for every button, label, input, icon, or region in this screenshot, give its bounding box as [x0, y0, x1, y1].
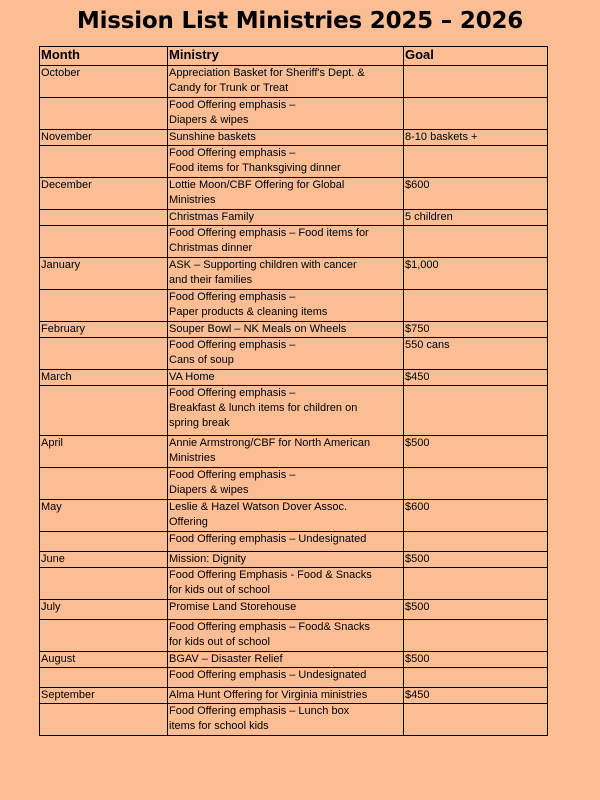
ministry-line: Lottie Moon/CBF Offering for Global [169, 179, 345, 191]
ministry-line: Food Offering emphasis – [169, 387, 296, 399]
goal-cell: $500 [404, 436, 548, 468]
ministry-cell [168, 436, 404, 468]
goal-cell: $750 [404, 322, 548, 338]
month-cell: October [40, 66, 168, 98]
ministry-line: Souper Bowl – NK Meals on Wheels [169, 323, 347, 335]
ministry-line: Diapers & wipes [169, 484, 249, 496]
ministry-line: Appreciation Basket for Sheriff's Dept. & [169, 67, 365, 79]
month-cell [40, 620, 168, 652]
table-row [40, 290, 548, 322]
month-cell [40, 386, 168, 436]
month-cell: May [40, 500, 168, 532]
table-row [40, 386, 548, 436]
ministry-cell [168, 210, 404, 226]
month-cell: January [40, 258, 168, 290]
ministry-line: Diapers & wipes [169, 114, 249, 126]
table-header-row [40, 47, 548, 66]
ministry-cell [168, 258, 404, 290]
table-row [40, 130, 548, 146]
goal-cell [404, 468, 548, 500]
month-cell [40, 98, 168, 130]
ministry-line: Christmas Family [169, 211, 254, 223]
goal-cell [404, 146, 548, 178]
month-cell: September [40, 688, 168, 704]
table-row [40, 338, 548, 370]
table-row [40, 146, 548, 178]
goal-cell: 8-10 baskets + [404, 130, 548, 146]
ministry-line: ASK – Supporting children with cancer [169, 259, 357, 271]
table-row [40, 652, 548, 668]
table-row [40, 688, 548, 704]
goal-cell: $500 [404, 552, 548, 568]
ministry-cell [168, 704, 404, 736]
ministry-line: Food Offering emphasis – [169, 469, 296, 481]
table-row [40, 468, 548, 500]
goal-cell [404, 98, 548, 130]
table-row [40, 552, 548, 568]
month-cell [40, 468, 168, 500]
ministry-line: Food Offering emphasis – Food items for [169, 227, 369, 239]
ministry-line: Cans of soup [169, 354, 234, 366]
ministry-line: Annie Armstrong/CBF for North American [169, 437, 371, 449]
ministry-line: Sunshine baskets [169, 131, 256, 143]
month-cell: November [40, 130, 168, 146]
goal-cell: $450 [404, 370, 548, 386]
goal-cell [404, 290, 548, 322]
ministry-cell [168, 468, 404, 500]
ministry-cell [168, 322, 404, 338]
goal-cell [404, 704, 548, 736]
month-cell [40, 568, 168, 600]
ministry-cell [168, 500, 404, 532]
ministry-line: and their families [169, 274, 253, 286]
month-cell [40, 210, 168, 226]
ministry-line: Food Offering emphasis – Undesignated [169, 533, 367, 545]
ministry-line: for kids out of school [169, 636, 270, 648]
ministry-line: Food Offering emphasis – [169, 339, 296, 351]
goal-cell: $600 [404, 178, 548, 210]
goal-cell [404, 532, 548, 552]
ministry-cell [168, 552, 404, 568]
goal-cell [404, 668, 548, 688]
month-cell: February [40, 322, 168, 338]
month-cell: June [40, 552, 168, 568]
month-cell [40, 668, 168, 688]
ministry-line: VA Home [169, 371, 215, 383]
goal-cell [404, 568, 548, 600]
ministry-line: for kids out of school [169, 584, 270, 596]
table-row [40, 568, 548, 600]
ministry-line: Food Offering Emphasis - Food & Snacks [169, 569, 372, 581]
table-row [40, 66, 548, 98]
ministry-line: Offering [169, 516, 208, 528]
ministry-line: items for school kids [169, 720, 269, 732]
ministry-line: Food Offering emphasis – [169, 291, 296, 303]
header-ministry: Ministry [168, 47, 404, 66]
ministry-cell [168, 130, 404, 146]
table-row [40, 258, 548, 290]
month-cell [40, 146, 168, 178]
month-cell [40, 704, 168, 736]
month-cell: December [40, 178, 168, 210]
table-row [40, 210, 548, 226]
ministry-line: Mission: Dignity [169, 553, 247, 565]
goal-cell: $450 [404, 688, 548, 704]
ministry-line: Promise Land Storehouse [169, 601, 297, 613]
ministry-cell [168, 652, 404, 668]
goal-cell: $600 [404, 500, 548, 532]
ministry-cell [168, 370, 404, 386]
ministry-cell [168, 66, 404, 98]
ministry-line: Paper products & cleaning items [169, 306, 328, 318]
table-row [40, 668, 548, 688]
ministry-cell [168, 338, 404, 370]
goal-cell [404, 620, 548, 652]
table-row [40, 704, 548, 736]
ministry-cell [168, 290, 404, 322]
table-row [40, 322, 548, 338]
ministry-cell [168, 226, 404, 258]
month-cell: July [40, 600, 168, 620]
ministry-line: spring break [169, 417, 230, 429]
table-row [40, 226, 548, 258]
ministry-line: Alma Hunt Offering for Virginia ministries [169, 689, 368, 701]
ministry-line: Food Offering emphasis – Food& Snacks [169, 621, 370, 633]
ministry-line: Ministries [169, 194, 216, 206]
mission-table [39, 46, 548, 736]
month-cell [40, 338, 168, 370]
table-row [40, 620, 548, 652]
goal-cell: $500 [404, 652, 548, 668]
table-row [40, 500, 548, 532]
table-row [40, 370, 548, 386]
month-cell: March [40, 370, 168, 386]
table-row [40, 98, 548, 130]
table-row [40, 178, 548, 210]
ministry-line: Food Offering emphasis – [169, 147, 296, 159]
ministry-cell [168, 146, 404, 178]
ministry-line: Ministries [169, 452, 216, 464]
month-cell [40, 226, 168, 258]
goal-cell: 5 children [404, 210, 548, 226]
month-cell [40, 290, 168, 322]
goal-cell: $1,000 [404, 258, 548, 290]
header-goal: Goal [404, 47, 548, 66]
ministry-line: Leslie & Hazel Watson Dover Assoc. [169, 501, 348, 513]
ministry-line: BGAV – Disaster Relief [169, 653, 283, 665]
ministry-line: Food Offering emphasis – Lunch box [169, 705, 350, 717]
goal-cell [404, 226, 548, 258]
ministry-cell [168, 386, 404, 436]
table-row [40, 600, 548, 620]
month-cell: April [40, 436, 168, 468]
ministry-line: Candy for Trunk or Treat [169, 82, 289, 94]
ministry-line: Food Offering emphasis – Undesignated [169, 669, 367, 681]
goal-cell: $500 [404, 600, 548, 620]
table-row [40, 532, 548, 552]
ministry-cell [168, 620, 404, 652]
ministry-line: Food Offering emphasis – [169, 99, 296, 111]
ministry-line: Breakfast & lunch items for children on [169, 402, 358, 414]
ministry-cell [168, 688, 404, 704]
month-cell [40, 532, 168, 552]
ministry-cell [168, 178, 404, 210]
ministry-cell [168, 668, 404, 688]
goal-cell [404, 66, 548, 98]
ministry-cell [168, 98, 404, 130]
ministry-line: Food items for Thanksgiving dinner [169, 162, 341, 174]
goal-cell: 550 cans [404, 338, 548, 370]
ministry-cell [168, 568, 404, 600]
goal-cell [404, 386, 548, 436]
header-month: Month [40, 47, 168, 66]
table-row [40, 436, 548, 468]
page-title: Mission List Ministries 2025 – 2026 [76, 8, 524, 34]
ministry-line: Christmas dinner [169, 242, 253, 254]
month-cell: August [40, 652, 168, 668]
ministry-cell [168, 532, 404, 552]
ministry-cell [168, 600, 404, 620]
